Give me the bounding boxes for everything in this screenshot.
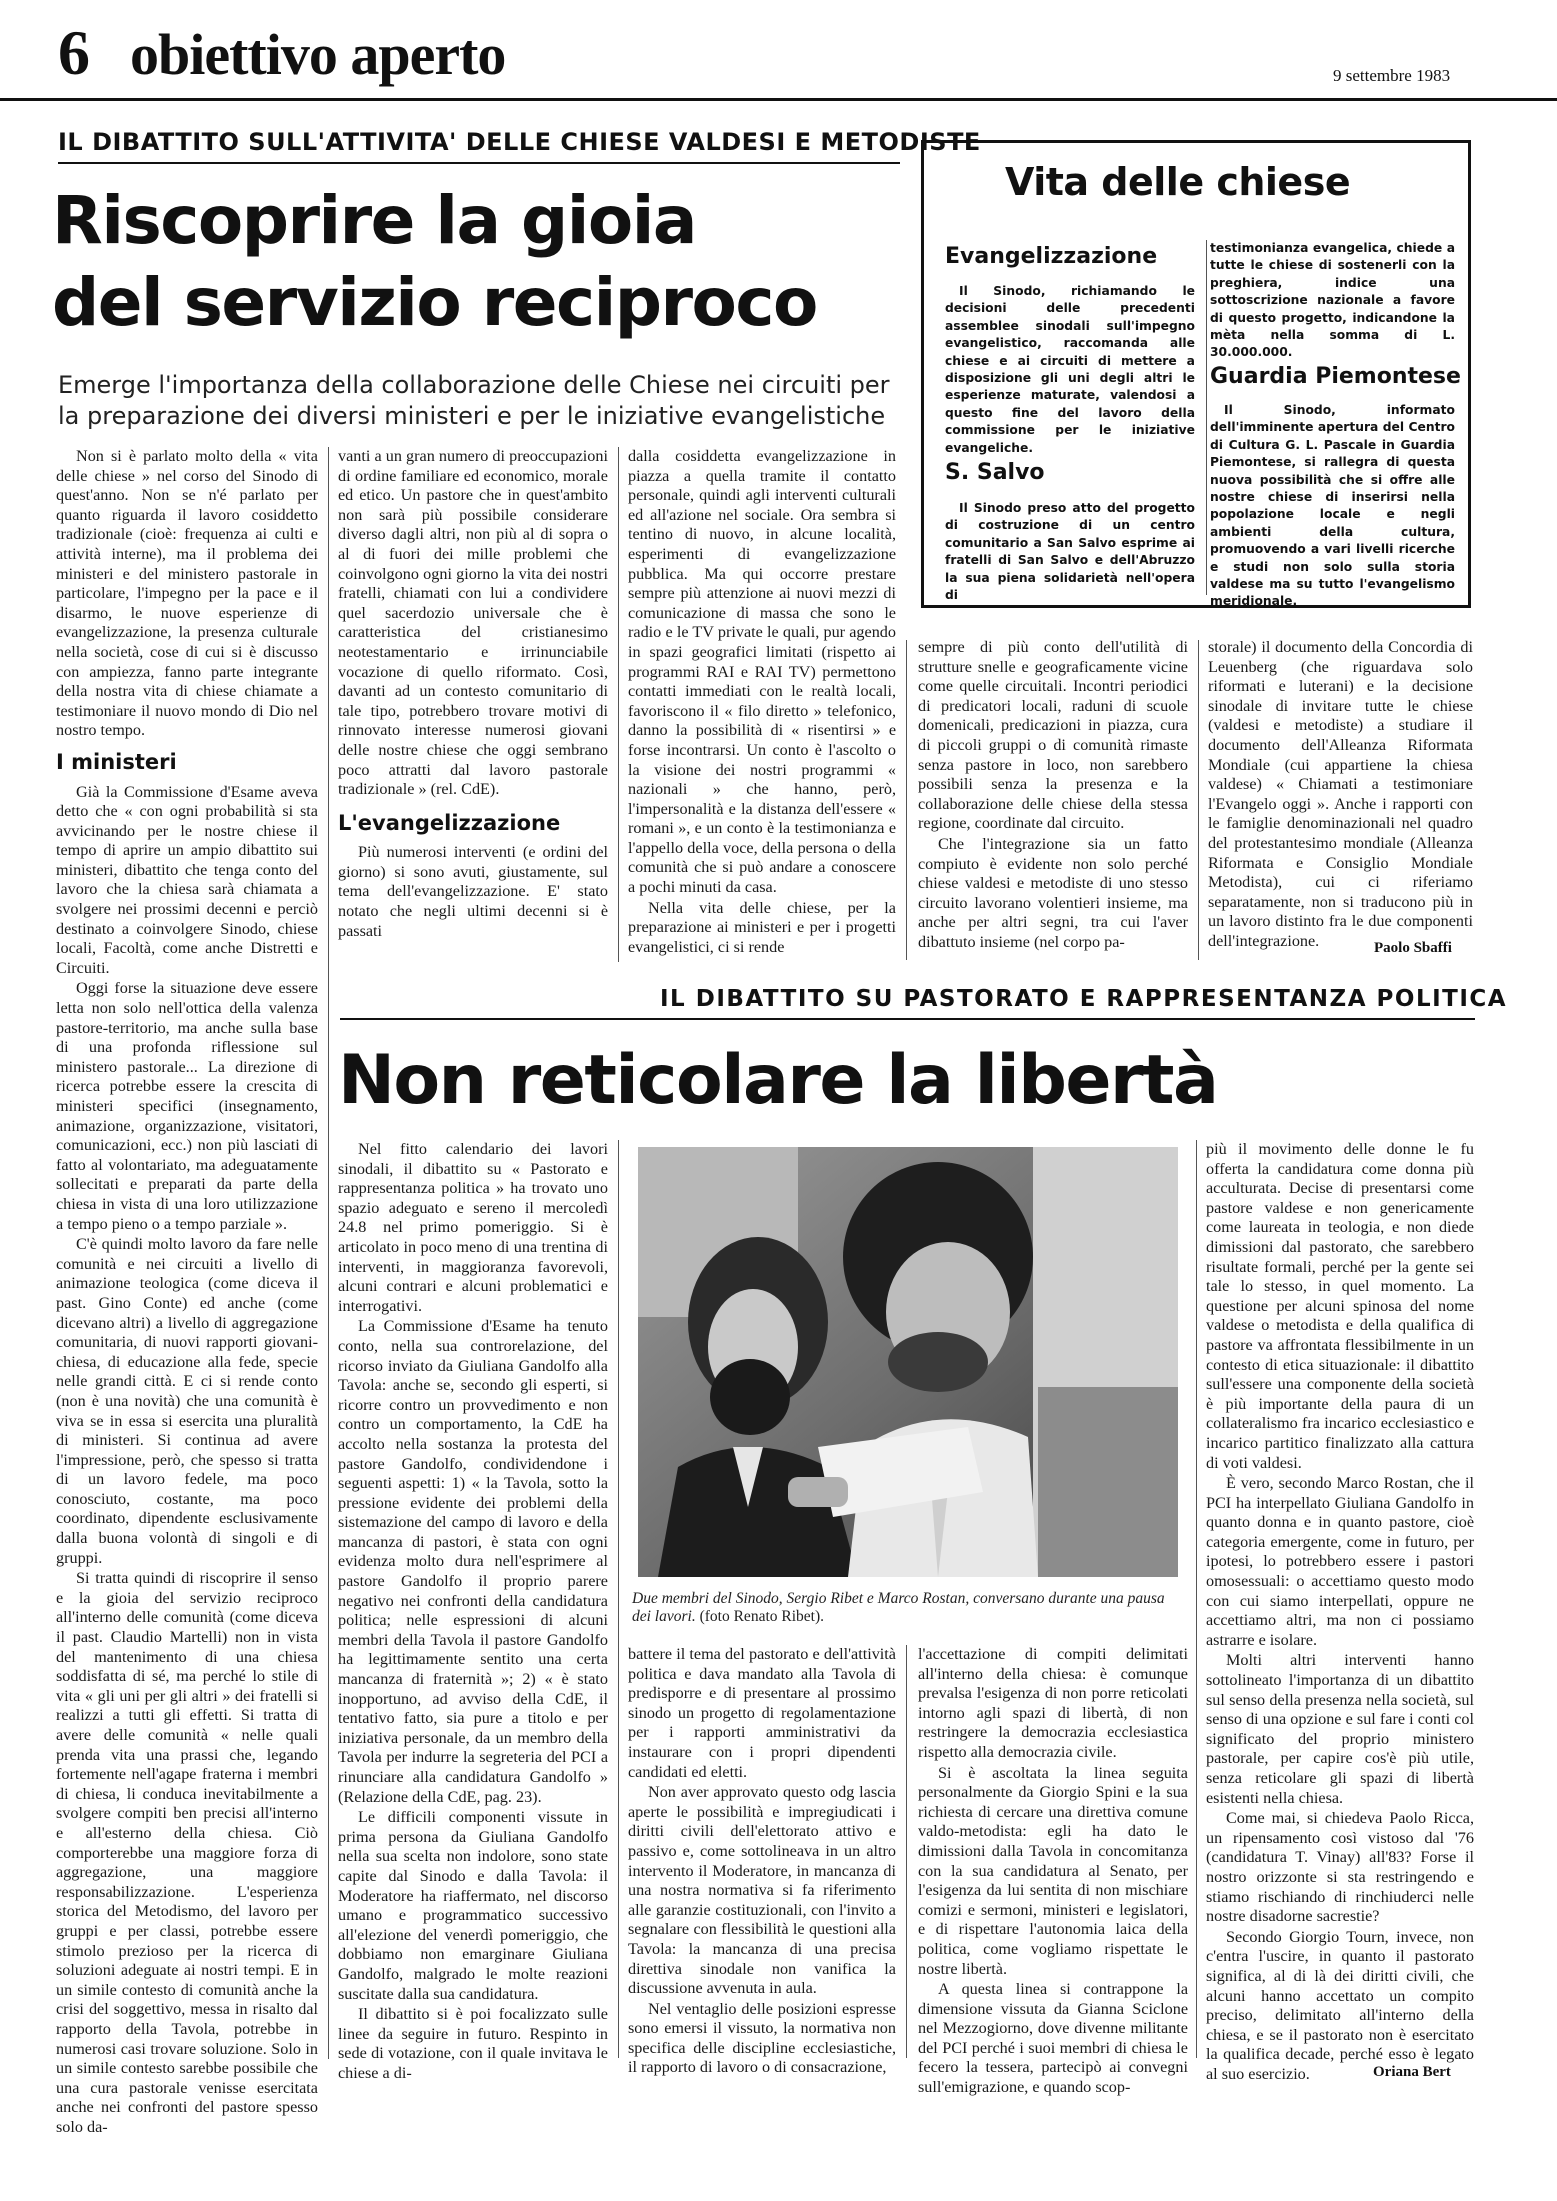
masthead-rule [0,98,1557,101]
sidebar-subhead: S. Salvo [945,460,1045,485]
sidebar-text: testimonianza evangelica, chiede a tutte le chiese di sostenerli con la preghiera, indice una sottoscrizione nazionale a favore di questo progetto, indicandone la mèta nella somma di L. 30.000.000. [1210,241,1455,360]
sidebar-text: Il Sinodo, informato dell'imminente apertura del Centro di Cultura G. L. Pascale in Guardia Piemontese, si rallegra di questa nuova possibilità che si offre alle nostre chiese di inserirsi nella popolazione locale e negli ambienti della cultura, promuovendo a vari livelli ricerche e studi non solo sulla storia valdese ma su tutto l'evangelismo meridionale. [1210,403,1455,609]
kicker-rule [340,1018,1475,1020]
issue-date: 9 settembre 1983 [1333,66,1451,85]
article1-column-1: Non si è parlato molto della « vita delle chiese » nel corso del Sinodo di quest'anno. Non se n'é parlato per quanto riguarda il lavoro cosiddetto tradizionale (cioè: frequenza ai culti e attività interne), ma il problema dei ministeri e del ministero pastorale in particolare, l'impegno per la pace e il disarmo, le nuove esperienze di evangelizzazione, la presenza culturale nella società, cose di cui si è discusso con ampiezza, fanno parte integrante della nostra vita di chiese chiamate a testimoniare il nuovo mondo di Dio nel nostro tempo. I ministeri Già la Commissione d'Esame aveva detto che « con ogni probabilità si sta avvicinando per le nostre chiese il tempo di aprire un ampio dibattito sui ministeri, dibattito che tenga conto del lavoro che la chiesa sarà chiamata a svolgere nei prossimi decenni e perciò destinato a coinvolgere Sinodo, chiese locali, Facoltà, come anche Distretti e Circuiti. Oggi forse la situazione deve essere letta non solo nell'ottica della valenza pastore-territorio, ma anche sulla base di una profonda riflessione sul ministero pastorale... La direzione di ricerca potrebbe essere la crescita di ministeri specifici (insegnamento, animazione, organizzazione, visitatori, comunicazioni, ecc.) non più lasciati di fatto al volontariato, ma adeguatamente sollecitati e preparati da parte della chiesa in vista di una loro utilizzazione a tempo pieno o a tempo parziale ». C'è quindi molto lavoro da fare nelle comunità e nei circuiti a livello di animazione teologica (come diceva il past. Gino Conte) ed anche (come dicevano altri) a livello di aggregazione comunitaria, di nuovi rapporti giovani-chiesa, di educazione alla fede, specie nelle grandi città. E ci si rende conto (non è una novità) che una comunità è viva se in essa si esercita una pluralità di ministeri. Si continua ad avere l'impressione, però, che spesso si tratta di un lavoro fedele, ma poco conosciuto, costante, ma poco coordinato, dipendente esclusivamente dalla buona volontà di singoli e di gruppi. Si tratta quindi di riscoprire il senso e la gioia del servizio reciproco all'interno delle comunità (come diceva il past. Claudio Martelli) non in vista del mantenimento di una chiesa soddisfatta di sé, ma perché lo stile di vita « gli uni per gli altri » dei fratelli si realizzi a tutti gli effetti. Si tratta di avere delle comunità « nelle quali prenda vita una prassi che, legando fortemente nell'agape fraterna i membri di chiesa, li conduca inevitabilmente a svolgere compiti ben precisi all'interno e all'esterno della chiesa. Ciò comporterebbe una maggiore forza di aggregazione, una maggiore responsabilizzazione. L'esperienza storica del Metodismo, del lavoro per gruppi e per classi, potrebbe essere stimolo prezioso per la ricerca di soluzioni adeguate ai nostri tempi. E in un simile contesto di comunità anche la crisi del soggettivo, messa in risalto dal rapporto della Tavola, potrebbe in numerosi casi trovare soluzione. Solo in un simile contesto sarebbe possibile che una cura pastorale venisse esercitata anche nei confronti del pastore spesso solo da- [56,447,318,2136]
article2-column-4: più il movimento delle donne le fu offerta la candidatura come donna più acculturata. Decise di presentarsi come pastore valdese e non genericamente come laureata in teologia, e non diede dimissioni dal pastorato, che sarebbero risultate formali, perché per la gente sei tale lo stesso, in quel momento. La questione per alcuni spinosa del nome valdese o metodista e della qualifica di pastore va affrontata flessibilmente in un contesto di etica situazionale: il dibattito sull'essere una componente della società è più importante della paura di un collateralismo fra incarico ecclesiastico e incarico partitico finalizzato alla cattura di voti valdesi. È vero, secondo Marco Rostan, che il PCI ha interpellato Giuliana Gandolfo in quanto donna e in quanto pastore, cioè categoria emergente, come in futuro, per ipotesi, lo potrebbero essere i pastori omosessuali: o accettiamo questo modo con cui siamo interpellati, oppure ne accettiamo altri, ma non ci possiamo astrarre e isolare. Molti altri interventi hanno sottolineato l'importanza di un dibattito sul senso della presenza nella società, sul senso di una opzione e sul fare i conti col significato del proprio ministero pastorale, per capire cos'è più utile, senza reticolare gli spazi di libertà esistenti nella chiesa. Come mai, si chiedeva Paolo Ricca, un ripensamento così vistoso dal '76 (candidatura T. Vinay) all'83? Forse il nostro orizzonte si sta restringendo e stiamo rischiando di rinchiuderci nelle nostre disadorne sacrestie? Secondo Giorgio Tourn, invece, non c'entra l'uscire, in quanto il pastorato significa, al di là dei diritti civili, che alcuni hanno accettato un compito preciso, delimitato all'interno della chiesa, e se il pastorato non è esercitato la qualifica decade, perché esso è legato al suo esercizio. [1206,1140,1474,2083]
sidebar-subhead: Evangelizzazione [945,244,1158,269]
column-rule [1206,240,1207,595]
article1-column-3: dalla cosiddetta evangelizzazione in piazza a quella tramite il contatto personale, quindi agli interventi culturali ed all'azione nel sociale. Ora sembra si tentino di nuovo, in alcune località, esperimenti di evangelizzazione pubblica. Ma qui occorre prestare sempre più attenzione ai nuovi mezzi di comunicazione di massa che sono le radio e le TV private le quali, pur agendo in spazi geografici limitati (rispetto ai programmi RAI e RAI TV) permettono contatti immediati con le realtà locali, favoriscono il « filo diretto » telefonico, danno la possibilità di « risentirsi » e forse incontrarsi. Un conto è l'ascolto o la visione dei nostri programmi « nazionali » che hanno, però, l'impersonalità e la distanza dell'essere « romani », e un conto è la testimonianza e l'appello della voce, della persona o della comunità che si può andare a conoscere a pochi minuti da casa. Nella vita delle chiese, per la preparazione ai ministeri e per i progetti evangelistici, ci si rende [628,447,896,956]
article2-column-2: battere il tema del pastorato e dell'attività politica e dava mandato alla Tavola di predisporre e di presentare al prossimo sinodo un progetto di regolamentazione per i rapporti amministrativi da instaurare con i propri dipendenti candidati ed eletti. Non aver approvato questo odg lascia aperte le possibilità e impregiudicati i diritti civili dell'elettorato attivo e passivo e, come sottolineava in un altro intervento il Moderatore, in mancanza di una nostra normativa si fa riferimento alle garanzie costituzionali, con l'invito a segnalare con flessibilità le questioni alla Tavola: la mancanza di una precisa direttiva sinodale non vanifica la discussione avvenuta in aula. Nel ventaglio delle posizioni espresse sono emersi il vissuto, la normativa non specifica delle discipline ecclesiastiche, il rapporto di lavoro o di consacrazione, [628,1645,896,2077]
article1-column-5: storale) il documento della Concordia di Leuenberg (che riguardava solo riformati e luterani) e la decisione sinodale di invitare tutte le chiese (valdesi e metodiste) a studiare il documento dell'Alleanza Riformata Mondiale (cui appartiene la chiesa valdese) « Chiamati a testimoniare l'Evangelo oggi ». Anche i rapporti con le famiglie denominazionali nel quadro del protestantesimo mondiale (Alleanza Riformata e Consiglio Mondiale Metodista), cui ci riferiamo separatamente, non si traducono più in un lavoro distinto fra le due componenti dell'integrazione. [1208,638,1473,950]
column-rule [328,447,329,2059]
article2-signature: Oriana Bert [1373,2064,1451,2080]
article2-headline: Non reticolare la libertà [338,1041,1218,1120]
headline-line: del servizio reciproco [52,264,817,341]
subhead: L'evangelizzazione [338,810,561,835]
article2-column-3: l'accettazione di compiti delimitati all'interno della chiesa: è comunque prevalsa l'esigenza di non porre reticolati intorno agli spazi di libertà, di non restringere la democrazia ecclesiastica rispetto alla democrazia civile. Si è ascoltata la linea seguita personalmente da Giorgio Spini e la sua richiesta di cercare una direttiva comune valdo-metodista: egli ha dato le dimissioni dalla Tavola in concomitanza con la sua candidatura al Senato, per l'esigenza da lui sentita di non mischiare comizi e sermoni, ministeri e legislatori, e di rispettare l'autonomia laica della politica, come vogliamo rispettate le nostre libertà. A questa linea si contrappone la dimensione vissuta da Gianna Sciclone nel Mezzogiorno, dove divenne militante del PCI perché i suoi membri di chiesa le fecero la tessera, partecipò ai convegni sull'emigrazione, e quando scop- [918,1645,1188,2097]
headline-line: Riscoprire la gioia [52,182,696,259]
article2-kicker: IL DIBATTITO SU PASTORATO E RAPPRESENTANZA POLITICA [660,986,1508,1012]
sidebar-text: Il Sinodo, richiamando le decisioni delle precedenti assemblee sinodali sull'impegno evangelistico, raccomanda alle chiese e ai circuiti di mettere a disposizione gli uni degli altri le esperienze maturate, valendosi a questo fine del lavoro della commissione per le iniziative evangeliche. [945,284,1195,455]
section-title: obiettivo aperto [130,22,506,87]
page-number: 6 [58,17,90,88]
subhead: I ministeri [56,749,177,774]
article1-deck: Emerge l'importanza della collaborazione delle Chiese nei circuiti per la preparazione dei diversi ministeri e per le iniziative evangelistiche [58,371,890,430]
article2-column-1: Nel fitto calendario dei lavori sinodali, il dibattito su « Pastorato e rappresentanza politica » ha trovato uno spazio adeguato e sereno il mercoledì 24.8 nel primo pomeriggio. Si è articolato in poco meno di una trentina di interventi, in maggioranza favorevoli, alcuni contrari e alcuni problematici e interrogativi. La Commissione d'Esame ha tenuto conto, nella sua controrelazione, del ricorso inviato da Giuliana Gandolfo alla Tavola: anche se, secondo gli esperti, si ricorre contro un provvedimento e non contro un comportamento, la CdE ha accolto nella sostanza la protesta del pastore Gandolfo, condividendone i seguenti aspetti: 1) « la Tavola, sotto la pressione evidente dei problemi della sistemazione del campo di lavoro e della mancanza di pastori, è stata con ogni evidenza molto dura nell'esprimere al pastore Gandolfo il proprio parere negativo nei confronti della candidatura politica; nelle espressioni di alcuni membri della Tavola il pastore Gandolfo ha legittimamente sentito una certa mancanza di fraternità »; 2) « è stato inopportuno, ad avviso della CdE, il tentativo fatto, sia pure a titolo e per iniziativa personale, da un membro della Tavola per indurre la segreteria del PCI a rinunciare alla candidatura Gandolfo » (Relazione della CdE, pag. 23). Le difficili componenti vissute in prima persona da Giuliana Gandolfo nella sua scelta non indolore, sono state capite dal Sinodo e dalla Tavola: il Moderatore ha riaffermato, nel discorso umano e programmatico successivo all'elezione del venerdì pomeriggio, che dobbiamo non emarginare Giuliana Gandolfo, malgrado le molte reazioni suscitate dalla sua candidatura. Il dibattito si è poi focalizzato sulle linee da seguire in futuro. Respinto in sede di votazione, con il quale invitava le chiese a di- [338,1140,608,2082]
article1-kicker: IL DIBATTITO SULL'ATTIVITA' DELLE CHIESE VALDESI E METODISTE [58,128,981,156]
article1-column-4: sempre di più conto dell'utilità di strutture snelle e geograficamente vicine come quelle circuitali. Incontri periodici di predicatori locali, raduni di scuole domenicali, predicazioni in piazza, cura di piccoli gruppi o di comunità rimaste senza pastore in loco, non sarebbero possibili senza la presenza e la collaborazione delle chiese della stessa regione, coordinate dal circuito. Che l'integrazione sia un fatto compiuto è evidente non solo perché chiese valdesi e metodiste di uno stesso circuito lavorano volentieri insieme, ma anche per altri segni, tra cui l'aver dibattuto insieme (nel corpo pa- [918,638,1188,951]
column-rule [906,640,907,960]
sinod-photo [638,1147,1178,1577]
article1-headline [52,180,912,344]
article1-signature: Paolo Sbaffi [1374,940,1452,956]
column-rule [618,447,619,962]
sidebar-text: Il Sinodo preso atto del progetto di costruzione di un centro comunitario a San Salvo esprime ai fratelli di San Salvo e dell'Abruzzo la sua piena solidarietà nell'opera di [945,501,1195,603]
sidebar-subhead: Guardia Piemontese [1210,364,1461,389]
column-rule [906,1645,907,2058]
photo-caption: Due membri del Sinodo, Sergio Ribet e Marco Rostan, conversano durante una pausa dei lavori. (foto Renato Ribet). [632,1590,1165,1625]
column-rule [618,1140,619,2058]
kicker-rule [58,162,900,164]
photo-credit: (foto Renato Ribet). [699,1608,824,1625]
article1-column-2: vanti a un gran numero di preoccupazioni di ordine familiare ed economico, morale ed etico. Un pastore che in quest'ambito non sarà più possibile considerare diverso dagli altri, non più al di sopra o al di fuori dei mille problemi che coinvolgono ogni giorno la vita dei nostri fratelli, chiamati con lui a condividere quel sacerdozio universale che è caratteristica del cristianesimo neotestamentario e irrinunciabile vocazione di quello riformato. Così, davanti ad un contesto comunitario di tale tipo, potrebbero trovare motivi di rinnovato interesse numerosi giovani delle nostre chiese che oggi sembrano poco attratti dal lavoro pastorale tradizionale » (rel. CdE). L'evangelizzazione Più numerosi interventi (e ordini del giorno) si sono avuti, giustamente, sul tema dell'evangelizzazione. E' stato notato che negli ultimi decenni si è passati [338,447,608,940]
column-rule [1196,1140,1197,2058]
column-rule [1198,640,1199,960]
sidebar-title: Vita delle chiese [1005,160,1351,204]
